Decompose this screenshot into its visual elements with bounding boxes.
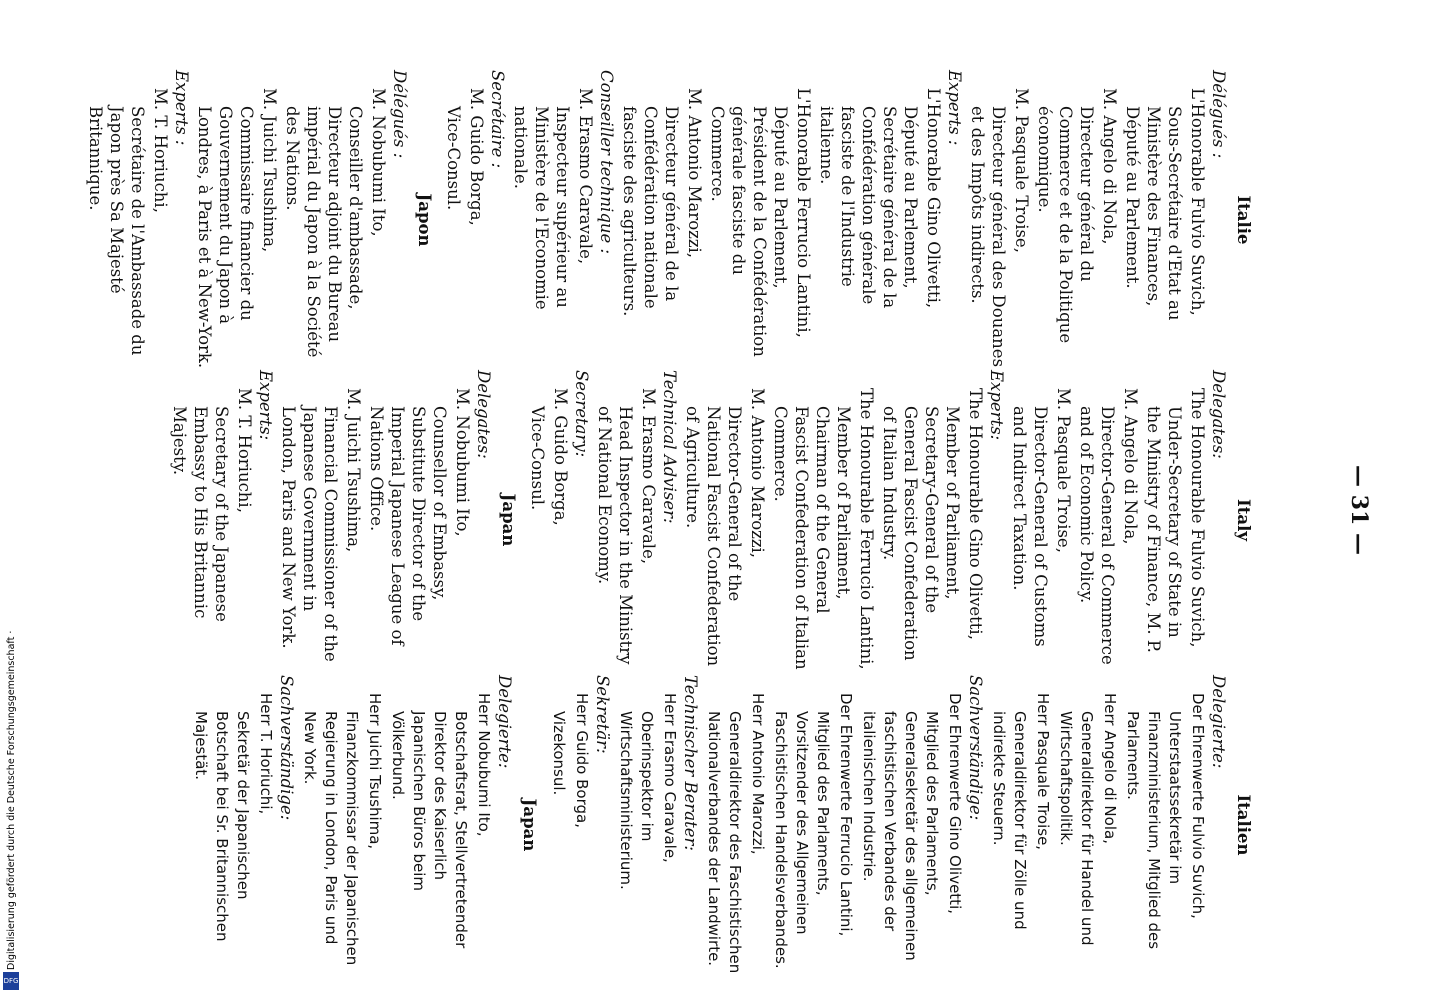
expert-name: M. Antonio Marozzi, — [748, 388, 767, 559]
delegate-description: Counsellor of Embassy, Substitute Director of the Imperial Japanese League of Nations Office. — [367, 406, 449, 646]
delegate-description: Botschaftsrat, Stellvertretender Direktor des Kaiserlich Japanischen Büros beim Völkerbund. — [389, 711, 470, 949]
delegate-description: Unterstaatssekretär im Finanzministerium, Mitglied des Parlaments. — [1124, 711, 1184, 950]
country-heading-italy: Italien — [1234, 794, 1253, 856]
experts-label: Sachverständige: — [966, 675, 985, 821]
expert-name: M. T. Horiuchi, — [235, 388, 254, 513]
adviser-description: Head Inspector in the Ministry of National Economy. — [595, 406, 635, 665]
delegates-label: Délégués : — [1209, 70, 1228, 159]
expert-name: Der Ehrenwerte Gino Olivetti, — [946, 693, 964, 915]
delegate-name: M. Pasquale Troise, — [1012, 88, 1031, 253]
delegate-name: Der Ehrenwerte Fulvio Suvich, — [1189, 693, 1207, 919]
secretary-name: M. Guido Borga, — [467, 88, 486, 226]
delegate-name: Herr Pasquale Troise, — [1034, 693, 1052, 851]
expert-description: Mitglied des Parlaments, Generalsekretär des allgemeinen faschistischen Verbandes der italienischen Industrie. — [860, 711, 941, 961]
delegate-description: Conseiller d'ambassade, Directeur adjoint du Bureau impérial du Japon à la Société des Nations. — [283, 106, 365, 358]
delegate-name: M. Juichi Tsushima, — [344, 388, 363, 553]
english-column — [167, 370, 1254, 670]
country-heading-japan: Japon — [415, 193, 434, 247]
delegate-name: M. Nobubumi Ito, — [369, 88, 388, 237]
delegate-name: M. Juichi Tsushima, — [260, 88, 279, 253]
experts-label: Experts : — [945, 70, 964, 146]
delegate-name: M. Nobubumi Ito, — [453, 388, 472, 537]
adviser-description: Inspecteur supérieur au Ministère de l'Economie nationale. — [511, 106, 572, 310]
technical-adviser-label: Conseiller technique : — [597, 70, 616, 255]
expert-name: L'Honorable Ferrucio Lantini, — [794, 88, 813, 338]
expert-description: Mitglied des Parlaments, Vorsitzender des Allgemeinen Faschistischen Handelsverbandes. — [772, 711, 832, 969]
expert-description: Député au Parlement, Secrétaire général de la Confédération générale fasciste de l'Industrie italienne. — [817, 106, 920, 309]
adviser-name: M. Erasmo Caravale, — [576, 88, 595, 265]
expert-name: The Honourable Ferrucio Lantini, — [857, 388, 876, 670]
delegate-description: Under-Secretary of State in the Ministry of Finance, M. P. — [1144, 406, 1184, 653]
dfg-logo: DFG — [3, 972, 19, 990]
german-column — [188, 675, 1254, 975]
technical-adviser-label: Technical Adviser: — [660, 370, 679, 524]
delegates-label: Délégués : — [390, 70, 409, 159]
technical-adviser-label: Technischer Berater: — [681, 675, 700, 851]
expert-description: Generaldirektor des Faschistischen Nationalverbandes der Landwirte. — [705, 711, 744, 974]
secretary-description: Vizekonsul. — [550, 711, 568, 796]
expert-description: Member of Parliament, Secretary-General of the General Fascist Confederation of Italian Industry. — [880, 406, 962, 661]
country-heading-japan: Japan — [499, 493, 518, 547]
delegate-description: Generaldirektor für Handel und Wirtschaftspolitik. — [1057, 711, 1096, 946]
secretary-label: Sekretär: — [593, 675, 612, 754]
delegate-name: M. Angelo di Nola, — [1121, 388, 1140, 545]
expert-description: Sekretär der Japanischen Botschaft bei Sr. Britannischen Majestät. — [192, 711, 252, 942]
delegate-description: Directeur général des Douanes et des Impôts indirects. — [968, 106, 1008, 368]
delegate-description: Generaldirektor für Zölle und indirekte Steuern. — [990, 711, 1029, 930]
expert-name: L'Honorable Gino Olivetti, — [924, 88, 943, 309]
secretary-label: Secretary: — [572, 370, 591, 458]
delegate-name: Herr Juichi Tsushima, — [366, 693, 384, 850]
secretary-label: Secrétaire : — [488, 70, 507, 169]
country-heading-italy: Italie — [1234, 195, 1253, 245]
page-number: — 31 — — [1346, 465, 1372, 555]
delegate-name: L'Honorable Fulvio Suvich, — [1188, 88, 1207, 316]
experts-label: Experts : — [172, 70, 191, 146]
expert-description: Directeur général de la Confédération nationale fasciste des agriculteurs. — [620, 106, 681, 317]
french-column — [83, 70, 1254, 370]
experts-label: Experts: — [987, 370, 1006, 441]
adviser-name: Herr Erasmo Caravale, — [661, 693, 679, 863]
delegate-description: Commissaire financier du Gouvernement du Japon à Londres, à Paris et à New-York. — [195, 106, 256, 369]
expert-description: Member of Parliament, Chairman of the General Fascist Confederation of Italian Commerce. — [771, 406, 853, 670]
expert-name: M. T. Horiuchi, — [151, 88, 170, 213]
expert-name: Der Ehrenwerte Ferrucio Lantini, — [837, 693, 855, 937]
digitization-footer — [3, 600, 21, 990]
delegate-description: Directeur général du Commerce et de la Politique économique. — [1035, 106, 1096, 344]
delegate-description: Financial Commissioner of the Japanese Government in London, Paris and New York. — [279, 406, 340, 662]
delegate-name: Herr Nobubumi Ito, — [475, 693, 493, 837]
secretary-description: Vice-Consul. — [444, 106, 463, 211]
expert-description: Secretary of the Japanese Embassy to His Britannic Majesty. — [170, 406, 231, 622]
delegates-label: Delegierte: — [1209, 675, 1228, 769]
expert-description: Député au Parlement, Président de la Confédération générale fasciste du Commerce. — [708, 106, 790, 357]
delegates-label: Delegates: — [1209, 370, 1228, 459]
delegate-description: Finanzkommissar der Japanischen Regierung in London, Paris und New York. — [301, 711, 361, 966]
expert-name: The Honourable Gino Olivetti, — [966, 388, 985, 640]
footer-text: Digitalisierung gefördert durch die Deutsche Forschungsgemeinschaft · — [6, 630, 17, 970]
expert-name: M. Antonio Marozzi, — [685, 88, 704, 259]
secretary-name: M. Guido Borga, — [551, 388, 570, 526]
delegate-name: Herr Angelo di Nola, — [1101, 693, 1119, 844]
adviser-description: Oberinspektor im Wirtschaftsministerium. — [617, 711, 656, 890]
delegates-label: Delegates: — [474, 370, 493, 459]
delegate-name: The Honourable Fulvio Suvich, — [1188, 388, 1207, 648]
expert-name: Herr T. Horiuchi, — [257, 693, 275, 815]
expert-name: Herr Antonio Marozzi, — [749, 693, 767, 855]
experts-label: Sachverständige: — [277, 675, 296, 821]
delegate-description: Director-General of Customs and Indirect Taxation. — [1010, 406, 1050, 647]
experts-label: Experts: — [256, 370, 275, 441]
delegate-description: Sous-Secrétaire d'Etat au Ministère des Finances, Député au Parlement. — [1123, 106, 1184, 321]
delegate-name: M. Angelo di Nola, — [1100, 88, 1119, 245]
delegates-label: Delegierte: — [495, 675, 514, 769]
secretary-name: Herr Guido Borga, — [573, 693, 591, 828]
delegate-description: Director-General of Commerce and of Economic Policy. — [1077, 406, 1117, 665]
expert-description: Secrétaire de l'Ambassade du Japon près Sa Majesté Britannique. — [86, 106, 147, 356]
country-heading-italy: Italy — [1234, 499, 1253, 541]
expert-description: Director-General of the National Fascist Confederation of Agriculture. — [683, 406, 744, 667]
country-heading-japan: Japan — [520, 798, 539, 852]
secretary-description: Vice-Consul. — [528, 406, 547, 511]
adviser-name: M. Erasmo Caravale, — [639, 388, 658, 565]
delegate-name: M. Pasquale Troise, — [1054, 388, 1073, 553]
